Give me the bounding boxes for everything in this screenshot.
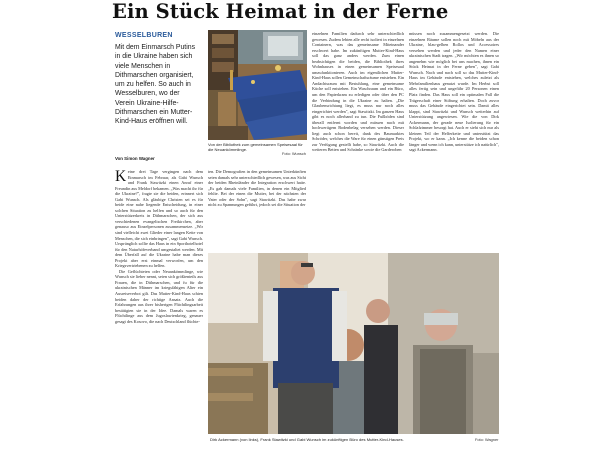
body-column-2: ten. Die Demografien in den gemeinsamen Unterkünften seien damals sehr unterschiedlich gewesen, was aus Sicht der beiden Rheinländer die Integration erschwert hatte. „Es gab damals viele Familien, in denen ein Mitglied fehlte. Bei der einen die Mutter, bei der nächsten der Vater oder der Sohn", sagt Stawitzki. Das habe zwar nicht zu Spannungen geführt, jedoch sei die Situation der <box>208 169 306 208</box>
photo-dining-room <box>208 30 307 140</box>
photo-bottom-caption: Dirk Ackermann (von links), Frank Stawitzki und Gabi Wunsch im zukünftigen Büro des Mutter-Kind-Hauses. <box>210 437 404 442</box>
location-kicker: WESSELBUREN <box>115 32 173 39</box>
photo-top-caption: Von der Bibliothek zum gemeinsamen Speisesaal für die Neuankömmlinge. <box>208 142 303 153</box>
lead-paragraph: Mit dem Einmarsch Putins in die Ukraine haben sich viele Menschen in Dithmarschen organisiert, um zu helfen. So auch in Wesselburen, wo der Verein Ukraine-Hilfe-Dithmarschen ein Mutter-Kind-Haus eröffnen will. <box>115 44 196 126</box>
photo-bottom-credit: Foto: Wagner <box>475 437 499 442</box>
body-paragraph: Keine drei Tage vergingen nach dem Einmarsch im Februar, als Gabi Wunsch und Frank Stawitzki einen Anruf einer Freundin aus Meldorf bekamen. „Was macht ihr für die Ukraine?", fragte sie die beiden, erinnert sich Gabi Wunsch. Als gläubige Christen sei es für beide eine nahe liegende Entscheidung, in einer solchen Situation zu helfen und so auch für den Unterstützerkreis in Dithmarschen, der sich aus verschiedenen evangelischen Freikirchen, aber genauso aus Einzelpersonen zusammensetze. „Wir sind vielleicht zwei Glieder einer langen Kette von Menschen, die sich einbringen", sagt Gabi Wunsch. Ursprünglich sollte das Haus in ein Sporthotelhotel für den Naturhöfeverband umgestaltet werden. Mit dem Überfall auf die Ukraine habe man dieses Projekt aber erst einmal verworfen, um den Kriegsvertriebenen zu helfen. <box>115 168 203 269</box>
photo-three-people <box>208 253 499 434</box>
drop-cap: K <box>115 168 127 185</box>
headline: Ein Stück Heimat in der Ferne <box>112 0 449 23</box>
photo-top-credit: Foto: Wunsch <box>282 151 306 156</box>
body-column-1 <box>115 169 203 324</box>
byline: Von Simon Wagner <box>115 156 155 161</box>
body-column-4: müssen noch zusammengesetzt werden. Die einzelnen Räume sollen noch mit Möbeln aus der Ukraine, blau-gelben Rollos und Accessoires versehen werden und jeder den Namen einer ukrainischen Stadt tragen. „Wir möchten es ihnen so angenehm wie möglich bei uns machen, ihnen ein Stück Heimat in der Ferne geben", sagt Gabi Wunsch. Nach und nach soll so das Mutter-Kind-Haus im Gebäude entstehen, welches zuletzt als Mehrfamilienhaus genutzt wurde. Im Herbst soll alles fertig sein und ungefähr 20 Personen einen Platz finden. Das Haus soll ein optimalen Fall die Trägerschaft einer Stiftung erhalten. Doch zuvor muss das Gebäude eingerichtet sein. Damit alles klappt, sind Stawitzki und Wunsch weiterhin auf Unterstützung angewiesen. Wie die von Dirk Ackermann, der gerade neue Isolierung für ein Schlafzimmer besorgt hat. Auch er sieht sich nur als kleinen Teil der Helferkette und unterstützt das Projekt, wo er kann. „Ich kenne die beiden schon länger und wenn ich kann, unterstütze ich natürlich", sagt Ackermann. <box>409 31 499 153</box>
body-paragraph: Die Geflüchteten oder Neuankömmlinge, wie Wunsch sie lieber nennt, seien sich größtenteils aus Frauen, die in Dithmarschen, und fu für die ukrainischen Männer im kriegsfähigen Alter ein Ausreiseverbot gilt. Das Mutter-Kind-Haus schien beiden daher der richtige Ansatz. Auch die Erfahrungen aus ihrer bisherigen Flüchtlingsarbeit bestätigten sie in der Idee. Damals waren es Flüchtlinge aus dem Jugoslawienkrieg, genauer gesagt des Kosovo, die nach Deutschland flüchte- <box>115 268 203 324</box>
body-column-3: einzelnen Familien dadurch sehr unterschiedlich gewesen. Zudem lebten alle recht isoliert in einzelnen Containern, was das gemeinsame Miteinander erschwert habe. Im zukünftigen Mutter-Kind-Haus soll das ganz anders werden. Zum einen beabsichtigen die beiden, die Bibliothek ihres Wohnhauses in einen gemeinsamen Speisesaal umzufunktionieren. Auch im eigentlichen Mutter-Kind-Haus sollen Gemeinschaftsräume entstehen. Ein Andachtsraum mit Bestuhlung, eine gemeinsame Küche soll entstehen. Ein Waschraum und ein Büro, um den Papierkram zu erledigen oder über den PC die Verbindung in die Ukraine zu halten. „Die Glaubensrichtung liegt, es muss nur noch alles eingerichtet werden", sagt Stawitzki. Im ganzen Haus gibt es noch allerhand zu tun. Die Fußböden sind überall entfernt worden und müssen nach mit hochwertigem Bodenbelag versehen werden. Dieser liegt auch schon bereit, dank des Baumarktes Schröder, welches die Ware für einen günstigen Preis zur Verfügung gestellt habe, so Stawitzki. Auch die weiteren Betten und Schränke sowie die Garderoben <box>312 31 404 153</box>
